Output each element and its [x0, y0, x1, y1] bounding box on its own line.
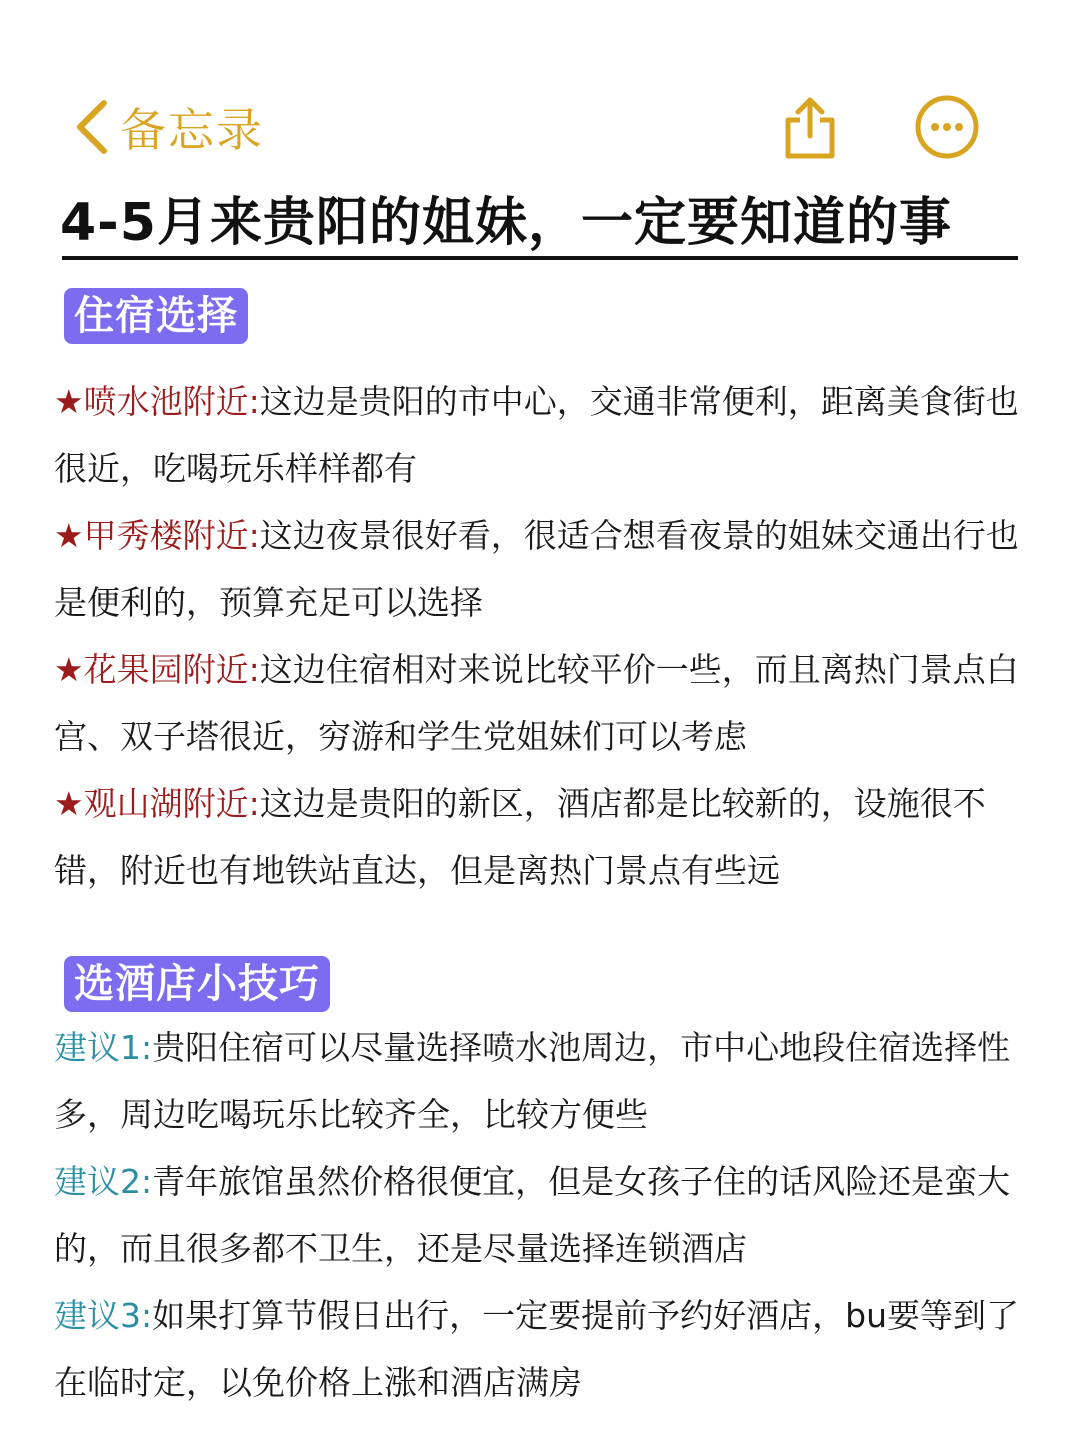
star-icon: ★ — [54, 382, 84, 421]
section-tag-lodging: 住宿选择 — [64, 288, 248, 344]
item-label: 观山湖附近: — [83, 784, 260, 823]
item-label: 建议3: — [54, 1296, 153, 1335]
chevron-left-icon — [72, 97, 112, 157]
lodging-list — [54, 368, 1024, 904]
item-text: 青年旅馆虽然价格很便宜，但是女孩子住的话风险还是蛮大的，而且很多都不卫生，还是尽量选择连锁酒店 — [54, 1162, 1011, 1268]
section-tag-tips: 选酒店小技巧 — [64, 956, 330, 1012]
star-icon: ★ — [54, 784, 84, 823]
item-label: 花果园附近: — [83, 650, 260, 689]
list-item — [54, 1282, 1024, 1416]
item-text: 这边是贵阳的市中心，交通非常便利，距离美食街也很近，吃喝玩乐样样都有 — [54, 382, 1019, 488]
list-item — [54, 502, 1024, 636]
star-icon: ★ — [54, 516, 84, 555]
list-item — [54, 636, 1024, 770]
item-label: 喷水池附近: — [83, 382, 260, 421]
page-title: 4-5月来贵阳的姐妹，一定要知道的事 — [60, 193, 952, 253]
share-icon[interactable] — [782, 92, 838, 162]
list-item — [54, 368, 1024, 502]
item-label: 建议1: — [54, 1028, 153, 1067]
tips-list — [54, 1014, 1024, 1416]
list-item — [54, 1148, 1024, 1282]
item-label: 建议2: — [54, 1162, 153, 1201]
star-icon: ★ — [54, 650, 84, 689]
nav-bar — [0, 88, 1080, 172]
item-text: 如果打算节假日出行，一定要提前予约好酒店，bu要等到了在临时定，以免价格上涨和酒店满房 — [54, 1296, 1019, 1402]
list-item — [54, 770, 1024, 904]
back-label: 备忘录 — [120, 103, 264, 157]
item-text: 这边夜景很好看，很适合想看夜景的姐妹交通出行也是便利的，预算充足可以选择 — [54, 516, 1019, 622]
item-label: 甲秀楼附近: — [83, 516, 260, 555]
more-icon[interactable] — [914, 94, 980, 160]
list-item — [54, 1014, 1024, 1148]
item-text: 这边是贵阳的新区，酒店都是比较新的，设施很不错，附近也有地铁站直达，但是离热门景点有些远 — [54, 784, 986, 890]
item-text: 贵阳住宿可以尽量选择喷水池周边，市中心地段住宿选择性多，周边吃喝玩乐比较齐全，比较方便些 — [54, 1028, 1011, 1134]
back-button[interactable] — [72, 94, 264, 160]
title-divider — [62, 256, 1018, 260]
item-text: 这边住宿相对来说比较平价一些，而且离热门景点白宫、双子塔很近，穷游和学生党姐妹们可以考虑 — [54, 650, 1019, 756]
